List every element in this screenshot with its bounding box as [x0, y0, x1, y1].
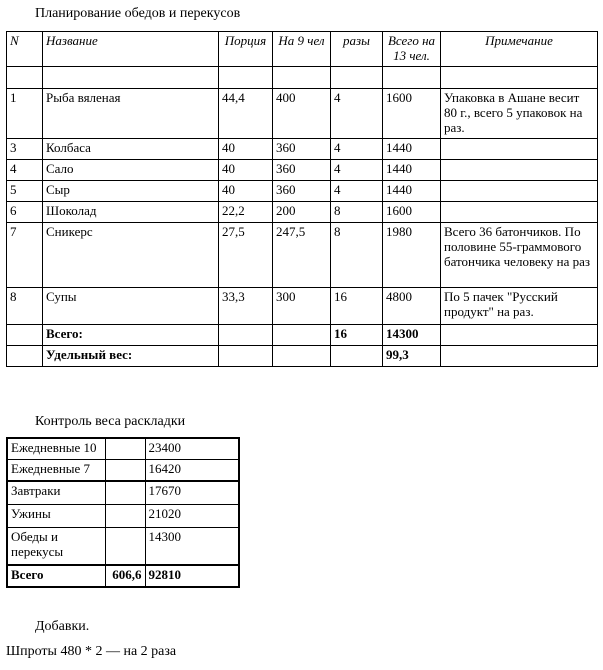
col-header-note: Примечание — [441, 32, 598, 67]
cell-portion: 40 — [219, 181, 273, 202]
cell-portion: 40 — [219, 160, 273, 181]
cell-n: 7 — [7, 223, 43, 288]
cell-portion: 40 — [219, 139, 273, 160]
cell-name: Сыр — [43, 181, 219, 202]
cell-times: 8 — [331, 202, 383, 223]
cell-total13: 1440 — [383, 160, 441, 181]
table-row — [7, 288, 598, 325]
cell-note: Всего 36 батончиков. По половине 55-граммового батончика человеку на раз — [441, 223, 598, 288]
table-row — [7, 505, 239, 528]
cell-value: 16420 — [145, 460, 239, 482]
cell-name: Рыба вяленая — [43, 89, 219, 139]
table-cell — [441, 346, 598, 367]
cell-for9: 300 — [273, 288, 331, 325]
cell-total-value: 92810 — [145, 565, 239, 587]
table-cell — [219, 325, 273, 346]
cell-total13: 1440 — [383, 139, 441, 160]
cell-total13: 4800 — [383, 288, 441, 325]
cell-name: Шоколад — [43, 202, 219, 223]
cell-portion: 44,4 — [219, 89, 273, 139]
cell-note — [441, 139, 598, 160]
table-row — [7, 481, 239, 505]
table-cell — [331, 67, 383, 89]
table-row — [7, 89, 598, 139]
table-row-total — [7, 565, 239, 587]
col-header-name: Название — [43, 32, 219, 67]
table-row — [7, 438, 239, 460]
cell-value: 14300 — [145, 528, 239, 566]
col-header-times: разы — [331, 32, 383, 67]
table-cell — [43, 67, 219, 89]
col-header-for9: На 9 чел — [273, 32, 331, 67]
cell-total-label: Всего: — [43, 325, 219, 346]
table-row-empty — [7, 67, 598, 89]
section-title-additions: Добавки. — [35, 619, 90, 634]
cell-total13: 1440 — [383, 181, 441, 202]
cell-n: 4 — [7, 160, 43, 181]
table-row — [7, 181, 598, 202]
cell-note: По 5 пачек "Русский продукт" на раз. — [441, 288, 598, 325]
cell-times: 16 — [331, 288, 383, 325]
cell-value: 23400 — [145, 438, 239, 460]
cell-for9: 247,5 — [273, 223, 331, 288]
cell-total-label: Всего — [7, 565, 105, 587]
cell-for9: 360 — [273, 160, 331, 181]
table-cell — [273, 325, 331, 346]
cell-name: Сало — [43, 160, 219, 181]
cell-n: 8 — [7, 288, 43, 325]
lunch-planning-table — [6, 31, 598, 367]
cell-label: Ежедневные 10 — [7, 438, 105, 460]
table-row — [7, 223, 598, 288]
cell-value: 21020 — [145, 505, 239, 528]
cell-portion: 27,5 — [219, 223, 273, 288]
table-header-row — [7, 32, 598, 67]
cell-mid — [105, 460, 145, 482]
cell-total-sum: 14300 — [383, 325, 441, 346]
cell-times: 4 — [331, 139, 383, 160]
cell-note — [441, 160, 598, 181]
cell-note — [441, 181, 598, 202]
cell-for9: 360 — [273, 181, 331, 202]
table-cell — [7, 67, 43, 89]
col-header-portion: Порция — [219, 32, 273, 67]
cell-label: Завтраки — [7, 481, 105, 505]
cell-label: Ужины — [7, 505, 105, 528]
cell-mid — [105, 481, 145, 505]
cell-name: Сникерс — [43, 223, 219, 288]
additions-line: Шпроты 480 * 2 — на 2 раза — [6, 644, 177, 659]
cell-n: 3 — [7, 139, 43, 160]
table-cell — [273, 346, 331, 367]
table-row — [7, 460, 239, 482]
cell-times: 4 — [331, 181, 383, 202]
cell-value: 17670 — [145, 481, 239, 505]
cell-for9: 360 — [273, 139, 331, 160]
cell-times: 4 — [331, 89, 383, 139]
cell-mid — [105, 438, 145, 460]
col-header-total13: Всего на 13 чел. — [383, 32, 441, 67]
table-cell — [441, 325, 598, 346]
table-cell — [7, 325, 43, 346]
cell-portion: 33,3 — [219, 288, 273, 325]
table-cell — [219, 346, 273, 367]
cell-mid — [105, 505, 145, 528]
cell-for9: 200 — [273, 202, 331, 223]
cell-times: 8 — [331, 223, 383, 288]
cell-total13: 1600 — [383, 89, 441, 139]
cell-n: 1 — [7, 89, 43, 139]
table-cell — [219, 67, 273, 89]
cell-specific-label: Удельный вес: — [43, 346, 219, 367]
cell-for9: 400 — [273, 89, 331, 139]
cell-n: 5 — [7, 181, 43, 202]
cell-label: Ежедневные 7 — [7, 460, 105, 482]
table-cell — [441, 67, 598, 89]
cell-n: 6 — [7, 202, 43, 223]
section-title-weight-control: Контроль веса раскладки — [35, 414, 186, 429]
cell-note — [441, 202, 598, 223]
table-row — [7, 202, 598, 223]
section-title-lunch-planning: Планирование обедов и перекусов — [35, 6, 241, 21]
table-row-total — [7, 325, 598, 346]
table-row — [7, 139, 598, 160]
col-header-n: N — [7, 32, 43, 67]
cell-total13: 1980 — [383, 223, 441, 288]
table-cell — [383, 67, 441, 89]
cell-name: Колбаса — [43, 139, 219, 160]
table-row-specific-weight — [7, 346, 598, 367]
table-cell — [273, 67, 331, 89]
table-cell — [331, 346, 383, 367]
cell-portion: 22,2 — [219, 202, 273, 223]
weight-control-table — [6, 437, 240, 588]
table-row — [7, 160, 598, 181]
table-cell — [7, 346, 43, 367]
cell-label: Обеды и перекусы — [7, 528, 105, 566]
cell-mid — [105, 528, 145, 566]
cell-total-mid: 606,6 — [105, 565, 145, 587]
cell-name: Супы — [43, 288, 219, 325]
cell-total-times: 16 — [331, 325, 383, 346]
cell-times: 4 — [331, 160, 383, 181]
table-row — [7, 528, 239, 566]
cell-total13: 1600 — [383, 202, 441, 223]
cell-specific-value: 99,3 — [383, 346, 441, 367]
cell-note: Упаковка в Ашане весит 80 г., всего 5 упаковок на раз. — [441, 89, 598, 139]
